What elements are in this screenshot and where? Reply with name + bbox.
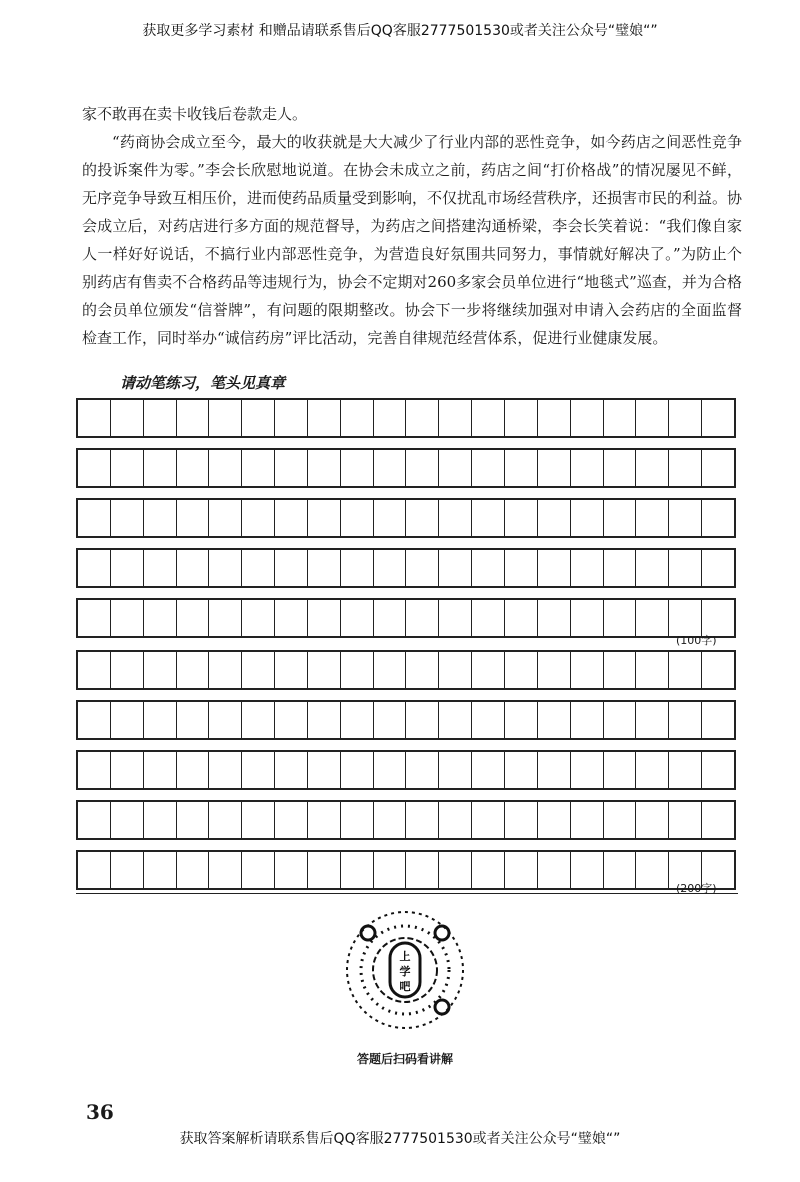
grid-cell[interactable]: [111, 652, 144, 688]
grid-cell[interactable]: [702, 500, 734, 536]
grid-cell[interactable]: [571, 652, 604, 688]
grid-cell[interactable]: [144, 802, 177, 838]
grid-cell[interactable]: [209, 652, 242, 688]
grid-cell[interactable]: [505, 500, 538, 536]
grid-cell[interactable]: [702, 400, 734, 436]
practice-prompt: 请动笔练习，笔头见真章: [120, 374, 286, 392]
grid-cell[interactable]: [308, 652, 341, 688]
word-count-label-100: (100字): [676, 634, 717, 647]
grid-cell[interactable]: [242, 752, 275, 788]
grid-cell[interactable]: [439, 550, 472, 586]
grid-cell[interactable]: [242, 450, 275, 486]
grid-cell[interactable]: [308, 450, 341, 486]
grid-cell[interactable]: [144, 450, 177, 486]
grid-cell[interactable]: [374, 852, 407, 888]
grid-bottom-rule: [76, 893, 738, 894]
grid-cell[interactable]: [571, 550, 604, 586]
grid-cell[interactable]: [144, 652, 177, 688]
grid-cell[interactable]: [209, 500, 242, 536]
grid-cell[interactable]: [111, 802, 144, 838]
grid-cell[interactable]: [209, 702, 242, 738]
grid-cell[interactable]: [275, 752, 308, 788]
grid-cell[interactable]: [242, 652, 275, 688]
grid-cell[interactable]: [538, 702, 571, 738]
grid-cell[interactable]: [406, 802, 439, 838]
grid-cell[interactable]: [604, 802, 637, 838]
grid-cell[interactable]: [702, 600, 734, 636]
grid-cell[interactable]: [308, 702, 341, 738]
grid-cell[interactable]: [538, 500, 571, 536]
grid-cell[interactable]: [209, 400, 242, 436]
grid-cell[interactable]: [308, 400, 341, 436]
grid-cell[interactable]: [177, 852, 210, 888]
writing-grid[interactable]: [76, 398, 736, 900]
grid-cell[interactable]: [439, 802, 472, 838]
grid-cell[interactable]: [636, 550, 669, 586]
grid-cell[interactable]: [209, 752, 242, 788]
grid-cell[interactable]: [242, 400, 275, 436]
grid-cell[interactable]: [78, 400, 111, 436]
grid-row: [76, 700, 736, 740]
grid-cell[interactable]: [439, 652, 472, 688]
grid-cell[interactable]: [406, 500, 439, 536]
grid-cell[interactable]: [702, 550, 734, 586]
grid-cell[interactable]: [505, 400, 538, 436]
grid-cell[interactable]: [604, 852, 637, 888]
grid-cell[interactable]: [242, 802, 275, 838]
grid-cell[interactable]: [702, 702, 734, 738]
grid-cell[interactable]: [636, 852, 669, 888]
grid-cell[interactable]: [308, 752, 341, 788]
grid-cell[interactable]: [669, 450, 702, 486]
bottom-promo-banner: 获取答案解析请联系售后QQ客服2777501530或者关注公众号“璧娘“”: [179, 1131, 621, 1147]
grid-cell[interactable]: [669, 600, 702, 636]
grid-cell[interactable]: [341, 500, 374, 536]
grid-cell[interactable]: [177, 752, 210, 788]
grid-cell[interactable]: [406, 550, 439, 586]
grid-cell[interactable]: [604, 450, 637, 486]
grid-cell[interactable]: [242, 852, 275, 888]
grid-cell[interactable]: [538, 600, 571, 636]
grid-cell[interactable]: [604, 752, 637, 788]
grid-cell[interactable]: [406, 652, 439, 688]
qr-logo-bottom: 吧: [399, 980, 411, 993]
grid-cell[interactable]: [374, 400, 407, 436]
grid-cell[interactable]: [177, 550, 210, 586]
grid-cell[interactable]: [78, 752, 111, 788]
grid-cell[interactable]: [111, 852, 144, 888]
grid-cell[interactable]: [604, 400, 637, 436]
grid-cell[interactable]: [374, 752, 407, 788]
grid-cell[interactable]: [636, 500, 669, 536]
grid-cell[interactable]: [177, 450, 210, 486]
grid-cell[interactable]: [702, 652, 734, 688]
grid-cell[interactable]: [209, 450, 242, 486]
grid-cell[interactable]: [275, 550, 308, 586]
grid-cell[interactable]: [308, 550, 341, 586]
grid-cell[interactable]: [111, 450, 144, 486]
grid-cell[interactable]: [571, 400, 604, 436]
grid-cell[interactable]: [341, 550, 374, 586]
grid-cell[interactable]: [341, 802, 374, 838]
qr-code[interactable]: [340, 905, 470, 1035]
grid-cell[interactable]: [669, 802, 702, 838]
grid-cell[interactable]: [636, 802, 669, 838]
grid-cell[interactable]: [177, 802, 210, 838]
grid-cell[interactable]: [78, 450, 111, 486]
grid-cell[interactable]: [571, 852, 604, 888]
grid-cell[interactable]: [702, 450, 734, 486]
grid-cell[interactable]: [275, 852, 308, 888]
grid-row: [76, 850, 736, 890]
grid-cell[interactable]: [209, 600, 242, 636]
grid-cell[interactable]: [144, 600, 177, 636]
grid-cell[interactable]: [472, 752, 505, 788]
grid-cell[interactable]: [341, 702, 374, 738]
grid-cell[interactable]: [177, 600, 210, 636]
grid-cell[interactable]: [472, 702, 505, 738]
grid-cell[interactable]: [78, 702, 111, 738]
grid-cell[interactable]: [571, 600, 604, 636]
grid-cell[interactable]: [505, 652, 538, 688]
grid-cell[interactable]: [341, 752, 374, 788]
grid-cell[interactable]: [242, 600, 275, 636]
grid-cell[interactable]: [538, 550, 571, 586]
grid-cell[interactable]: [571, 802, 604, 838]
grid-cell[interactable]: [374, 450, 407, 486]
grid-row: [76, 750, 736, 790]
grid-cell[interactable]: [636, 702, 669, 738]
grid-cell[interactable]: [636, 600, 669, 636]
grid-cell[interactable]: [702, 802, 734, 838]
grid-cell[interactable]: [341, 450, 374, 486]
grid-cell[interactable]: [209, 802, 242, 838]
grid-cell[interactable]: [538, 652, 571, 688]
grid-cell[interactable]: [111, 702, 144, 738]
grid-cell[interactable]: [505, 802, 538, 838]
grid-cell[interactable]: [242, 500, 275, 536]
grid-cell[interactable]: [275, 702, 308, 738]
grid-cell[interactable]: [242, 550, 275, 586]
grid-cell[interactable]: [406, 400, 439, 436]
grid-cell[interactable]: [439, 500, 472, 536]
grid-cell[interactable]: [78, 802, 111, 838]
grid-cell[interactable]: [406, 852, 439, 888]
grid-cell[interactable]: [242, 702, 275, 738]
grid-cell[interactable]: [177, 702, 210, 738]
grid-cell[interactable]: [604, 652, 637, 688]
page-number: 36: [86, 1100, 114, 1124]
grid-cell[interactable]: [374, 600, 407, 636]
grid-row: [76, 800, 736, 840]
qr-logo-middle: 学: [399, 965, 411, 978]
grid-row: [76, 398, 736, 438]
grid-cell[interactable]: [78, 652, 111, 688]
grid-cell[interactable]: [472, 500, 505, 536]
grid-cell[interactable]: [144, 752, 177, 788]
grid-cell[interactable]: [669, 752, 702, 788]
grid-cell[interactable]: [538, 400, 571, 436]
grid-cell[interactable]: [439, 752, 472, 788]
grid-cell[interactable]: [78, 600, 111, 636]
grid-cell[interactable]: [538, 752, 571, 788]
grid-cell[interactable]: [636, 752, 669, 788]
grid-cell[interactable]: [177, 400, 210, 436]
grid-cell[interactable]: [374, 550, 407, 586]
grid-cell[interactable]: [702, 752, 734, 788]
grid-cell[interactable]: [669, 400, 702, 436]
word-count-label-200: (200字): [676, 882, 717, 895]
grid-cell[interactable]: [374, 652, 407, 688]
grid-cell[interactable]: [144, 852, 177, 888]
grid-cell[interactable]: [341, 600, 374, 636]
grid-cell[interactable]: [308, 852, 341, 888]
grid-row: [76, 498, 736, 538]
article-paragraph-2: “药商协会成立至今，最大的收获就是大大减少了行业内部的恶性竞争，如今药店之间恶性竞争的投诉案件为零。”李会长欣慰地说道。在协会未成立之前，药店之间“打价格战”的情况屡见不鲜，无序竞争导致互相压价，进而使药品质量受到影响，不仅扰乱市场经营秩序，还损害市民的利益。协会成立后，对药店进行多方面的规范督导，为药店之间搭建沟通桥梁，李会长笑着说：“我们像自家人一样好好说话，不搞行业内部恶性竞争，为营造良好氛围共同努力，事情就好解决了。”为防止个别药店有售卖不合格药品等违规行为，协会不定期对260多家会员单位进行“地毯式”巡查，并为合格的会员单位颁发“信誉牌”，有问题的限期整改。协会下一步将继续加强对申请入会药店的全面监督检查工作，同时举办“诚信药房”评比活动，完善自律规范经营体系，促进行业健康发展。: [82, 133, 743, 347]
grid-cell[interactable]: [505, 550, 538, 586]
grid-cell[interactable]: [439, 450, 472, 486]
grid-cell[interactable]: [472, 852, 505, 888]
grid-row: [76, 548, 736, 588]
grid-cell[interactable]: [505, 600, 538, 636]
grid-cell[interactable]: [439, 400, 472, 436]
grid-cell[interactable]: [439, 852, 472, 888]
top-promo-banner: 获取更多学习素材 和赠品请联系售后QQ客服2777501530或者关注公众号“璧娘“”: [142, 23, 658, 39]
grid-cell[interactable]: [209, 550, 242, 586]
grid-cell[interactable]: [111, 752, 144, 788]
grid-cell[interactable]: [209, 852, 242, 888]
grid-cell[interactable]: [177, 500, 210, 536]
grid-cell[interactable]: [505, 752, 538, 788]
grid-cell[interactable]: [505, 702, 538, 738]
grid-cell[interactable]: [275, 802, 308, 838]
grid-cell[interactable]: [78, 500, 111, 536]
grid-cell[interactable]: [472, 652, 505, 688]
grid-cell[interactable]: [341, 852, 374, 888]
grid-cell[interactable]: [604, 550, 637, 586]
grid-row: [76, 598, 736, 638]
grid-cell[interactable]: [439, 600, 472, 636]
grid-cell[interactable]: [111, 600, 144, 636]
grid-cell[interactable]: [472, 550, 505, 586]
grid-cell[interactable]: [308, 802, 341, 838]
grid-cell[interactable]: [406, 450, 439, 486]
grid-cell[interactable]: [406, 600, 439, 636]
grid-cell[interactable]: [538, 450, 571, 486]
grid-cell[interactable]: [636, 450, 669, 486]
grid-cell[interactable]: [308, 600, 341, 636]
grid-cell[interactable]: [275, 450, 308, 486]
grid-cell[interactable]: [406, 702, 439, 738]
grid-cell[interactable]: [111, 400, 144, 436]
grid-cell[interactable]: [472, 802, 505, 838]
grid-cell[interactable]: [439, 702, 472, 738]
grid-cell[interactable]: [669, 500, 702, 536]
grid-cell[interactable]: [669, 702, 702, 738]
grid-cell[interactable]: [669, 550, 702, 586]
qr-logo-top: 上: [399, 950, 411, 963]
article-paragraph-1: 家不敢再在卖卡收钱后卷款走人。: [82, 105, 308, 123]
grid-cell[interactable]: [604, 600, 637, 636]
grid-cell[interactable]: [571, 500, 604, 536]
grid-cell[interactable]: [144, 702, 177, 738]
grid-cell[interactable]: [505, 450, 538, 486]
grid-cell[interactable]: [571, 752, 604, 788]
grid-cell[interactable]: [406, 752, 439, 788]
grid-cell[interactable]: [275, 500, 308, 536]
grid-cell[interactable]: [341, 400, 374, 436]
grid-cell[interactable]: [604, 500, 637, 536]
grid-cell[interactable]: [538, 802, 571, 838]
grid-cell[interactable]: [144, 400, 177, 436]
grid-row: [76, 650, 736, 690]
grid-cell[interactable]: [538, 852, 571, 888]
grid-cell[interactable]: [78, 852, 111, 888]
grid-cell[interactable]: [472, 450, 505, 486]
grid-cell[interactable]: [374, 702, 407, 738]
grid-cell[interactable]: [177, 652, 210, 688]
grid-cell[interactable]: [144, 550, 177, 586]
article-body: [82, 100, 742, 352]
grid-cell[interactable]: [636, 400, 669, 436]
grid-cell[interactable]: [144, 500, 177, 536]
grid-cell[interactable]: [275, 600, 308, 636]
grid-cell[interactable]: [472, 400, 505, 436]
grid-cell[interactable]: [111, 550, 144, 586]
grid-cell[interactable]: [571, 702, 604, 738]
grid-cell[interactable]: [571, 450, 604, 486]
grid-cell[interactable]: [275, 652, 308, 688]
grid-cell[interactable]: [505, 852, 538, 888]
qr-caption: 答题后扫码看讲解: [356, 1052, 453, 1066]
grid-cell[interactable]: [374, 500, 407, 536]
grid-cell[interactable]: [472, 600, 505, 636]
grid-cell[interactable]: [111, 500, 144, 536]
grid-cell[interactable]: [604, 702, 637, 738]
grid-cell[interactable]: [341, 652, 374, 688]
grid-cell[interactable]: [275, 400, 308, 436]
grid-row: [76, 448, 736, 488]
grid-cell[interactable]: [308, 500, 341, 536]
grid-cell[interactable]: [669, 652, 702, 688]
grid-cell[interactable]: [636, 652, 669, 688]
grid-cell[interactable]: [374, 802, 407, 838]
grid-cell[interactable]: [78, 550, 111, 586]
